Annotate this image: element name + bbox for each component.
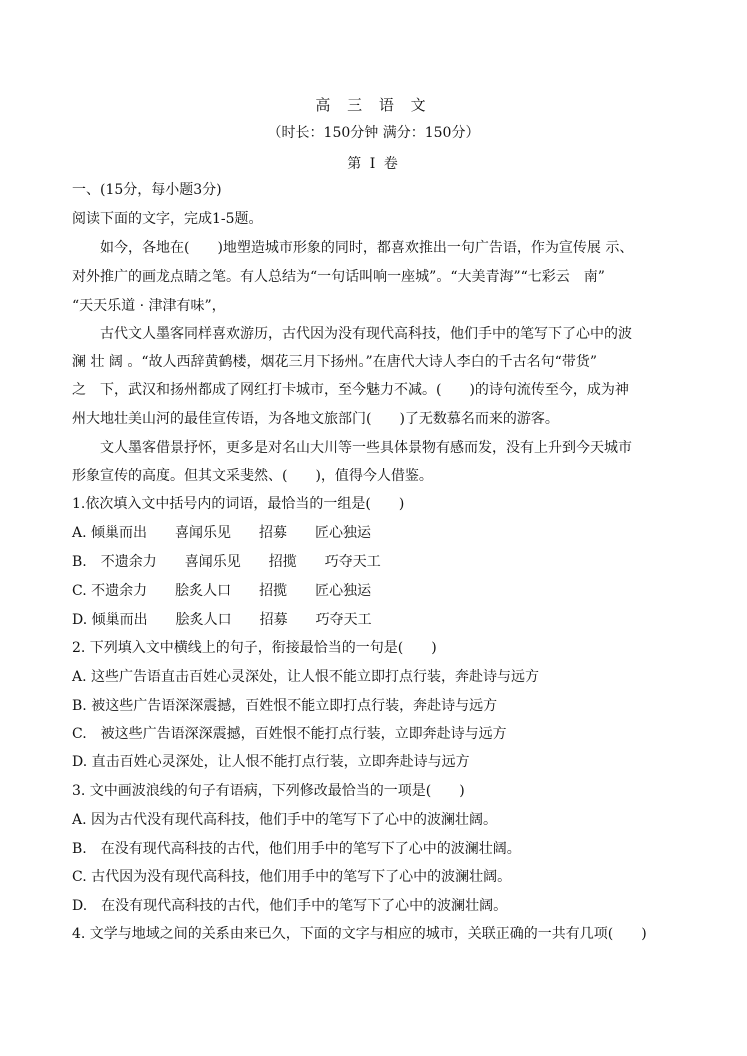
question-4: 4. 文学与地域之间的关系由来已久，下面的文字与相应的城市，关联正确的一共有几项( ): [72, 926, 647, 942]
question-1-option-a: A. 倾巢而出 喜闻乐见 招募 匠心独运: [72, 525, 372, 541]
passage-line: 对外推广的画龙点睛之笔。有人总结为“一句话叫响一座城”。“大美青海”“七彩云 南”: [72, 269, 605, 285]
question-3-option-d: D. 在没有现代高科技的古代，他们手中的笔写下了心中的波澜壮阔。: [72, 898, 508, 914]
section-heading: 一、(15分，每小题3分): [72, 182, 222, 198]
question-3: 3. 文中画波浪线的句子有语病，下列修改最恰当的一项是( ): [72, 783, 465, 799]
question-2: 2. 下列填入文中横线上的句子，衔接最恰当的一句是( ): [72, 640, 437, 656]
exam-title: 高 三 语 文: [315, 96, 432, 114]
question-2-option-a: A. 这些广告语直击百姓心灵深处，让人恨不能立即打点行装，奔赴诗与远方: [72, 669, 540, 685]
question-1-option-c: C. 不遗余力 脍炙人口 招揽 匠心独运: [72, 583, 372, 599]
passage-line: 古代文人墨客同样喜欢游历，古代因为没有现代高科技，他们手中的笔写下了心中的波: [100, 326, 632, 342]
passage-line: 澜 壮 阔 。“故人西辞黄鹤楼，烟花三月下扬州。”在唐代大诗人李白的千古名句“带货”: [72, 354, 597, 370]
passage-line: 之 下，武汉和扬州都成了网红打卡城市，至今魅力不减。( )的诗句流传至今，成为神: [72, 382, 629, 398]
question-1-option-d: D. 倾巢而出 脍炙人口 招募 巧夺天工: [72, 612, 372, 628]
question-2-option-b: B. 被这些广告语深深震撼，百姓恨不能立即打点行装，奔赴诗与远方: [72, 698, 498, 714]
passage-line: 形象宣传的高度。但其文采斐然、( )，值得今人借鉴。: [72, 468, 433, 484]
question-3-option-a: A. 因为古代没有现代高科技，他们手中的笔写下了心中的波澜壮阔。: [72, 812, 498, 828]
passage-line: “天天乐道 · 津津有味”，: [72, 298, 226, 314]
passage-line: 州大地壮美山河的最佳宣传语，为各地文旅部门( )了无数慕名而来的游客。: [72, 411, 559, 427]
question-2-option-c: C. 被这些广告语深深震撼，百姓恨不能打点行装，立即奔赴诗与远方: [72, 726, 507, 742]
question-3-option-b: B. 在没有现代高科技的古代，他们用手中的笔写下了心中的波澜壮阔。: [72, 841, 521, 857]
question-2-option-d: D. 直击百姓心灵深处，让人恨不能打点行装，立即奔赴诗与远方: [72, 754, 470, 770]
question-3-option-c: C. 古代因为没有现代高科技，他们用手中的笔写下了心中的波澜壮阔。: [72, 869, 512, 885]
exam-duration-score: （时长：150分钟 满分：150分）: [267, 125, 480, 141]
question-1: 1.依次填入文中括号内的词语，最恰当的一组是( ): [72, 496, 405, 512]
instruction-text: 阅读下面的文字，完成1-5题。: [72, 211, 263, 227]
question-1-option-b: B. 不遗余力 喜闻乐见 招揽 巧夺天工: [72, 554, 381, 570]
volume-label: 第 I 卷: [347, 156, 400, 172]
passage-line: 如今，各地在( )地塑造城市形象的同时，都喜欢推出一句广告语，作为宣传展 示、: [100, 240, 634, 256]
passage-line: 文人墨客借景抒怀，更多是对名山大川等一些具体景物有感而发，没有上升到今天城市: [100, 440, 632, 456]
